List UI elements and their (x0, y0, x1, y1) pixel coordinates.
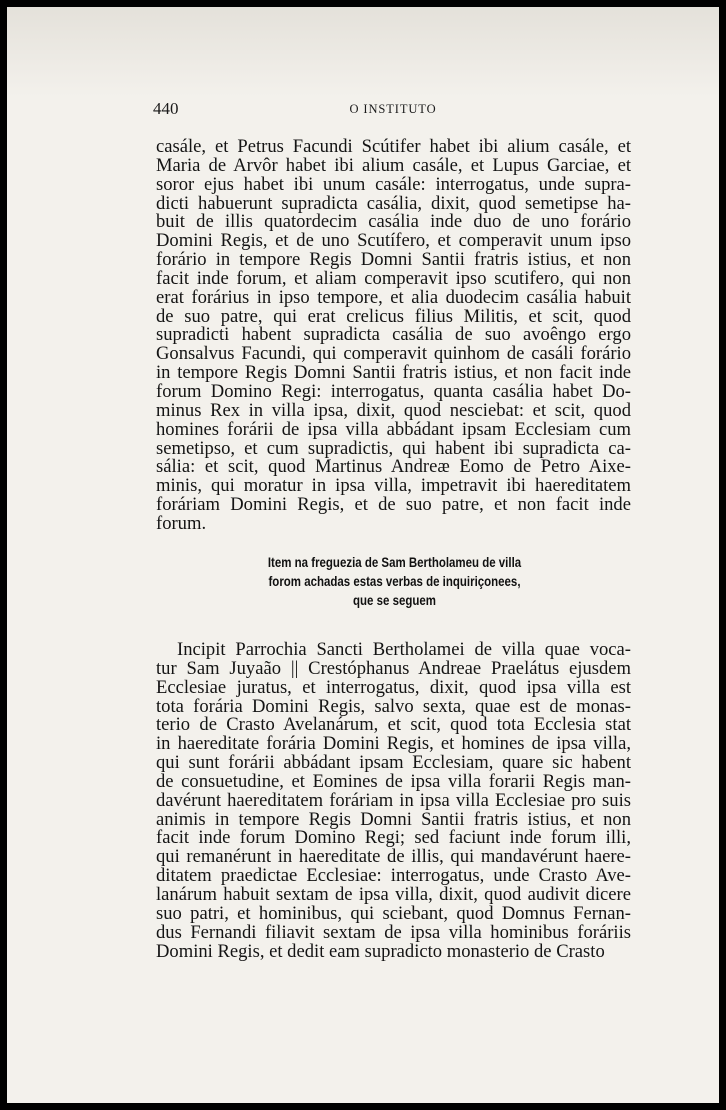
text-line: Domini Regis, et de uno Scutífero, et comperavit unum ipso (156, 230, 631, 252)
text-line: Ecclesiae juratus, et interrogatus, dixit, quod ipsa villa est (156, 676, 631, 698)
text-line: forum Domino Regi: interrogatus, quanta casália habet Do- (156, 380, 631, 402)
subheading-line: forom achadas estas verbas de inquiriçonees, (268, 573, 521, 589)
text-line: de consuetudine, et Eomines de ipsa villa forarii Regis man- (156, 770, 631, 792)
text-line: casále, et Petrus Facundi Scútifer habet ibi alium casále, et (156, 136, 631, 157)
text-line: de suo patre, qui erat crelicus filius Militis, et scit, quod (156, 305, 631, 327)
text-line: dicti habuerunt supradicta casália, dixit, quod semetipse ha- (156, 192, 631, 214)
scanned-page (7, 7, 719, 1103)
paragraph-2 (156, 641, 631, 961)
text-line: facit inde forum, et aliam comperavit ipso scutifero, qui non (156, 267, 631, 289)
text-line: semetipso, et cum supradictis, qui habent ibi supradicta ca- (156, 437, 631, 459)
text-line: qui sunt forárii abbádant ipsam Ecclesiam, quare sic habent (156, 752, 631, 774)
text-line: davérunt haereditatem foráriam in ipsa villa Ecclesiae pro suis (156, 789, 631, 811)
page-header (153, 99, 633, 121)
text-line: animis in tempore Regis Domni Santii fratris istius, et non (156, 808, 631, 830)
subheading-line: Item na freguezia de Sam Bertholameu de villa (267, 554, 522, 570)
text-line: buit de illis quatordecim casália inde duo de uno forário (156, 211, 631, 233)
paragraph-1 (156, 138, 631, 534)
text-line: tota forária Domini Regis, salvo sexta, quae est de monas- (156, 695, 631, 717)
text-line: Incipit Parrochia Sancti Bertholamei de villa quae voca- (177, 639, 631, 660)
text-line: soror ejus habet ibi unum casále: interrogatus, unde supra- (156, 173, 631, 195)
text-line: lanárum habuit sextam de ipsa villa, dixit, quod audivit dicere (156, 883, 631, 905)
text-line: Gonsalvus Facundi, qui comperavit quinhom de casáli forário (156, 343, 631, 365)
text-line: Domini Regis, et dedit eam supradicto monasterio de Crasto (156, 940, 605, 962)
text-line: qui remanérunt in haereditate de illis, qui mandavérunt haere- (156, 846, 631, 868)
text-line: dus Fernandi filiavit sextam de ipsa villa hominibus foráriis (156, 921, 631, 943)
text-line: Maria de Arvôr habet ibi alium casále, et Lupus Garciae, et (156, 154, 631, 176)
text-line: suo patri, et hominibus, qui sciebant, quod Domnus Fernan- (156, 902, 631, 924)
text-line: minis, qui moratur in ipsa villa, impetravit ibi haereditatem (156, 475, 631, 497)
text-line: forum. (156, 512, 207, 534)
text-line: terio de Crasto Avelanárum, et scit, quod tota Ecclesia stat (156, 714, 631, 736)
text-line: erat forárius in ipso tempore, et alia duodecim casália habuit (156, 286, 631, 308)
text-line: forário in tempore Regis Domni Santii fratris istius, et non (156, 249, 631, 271)
text-line: foráriam Domini Regis, et de suo patre, et non facit inde (156, 494, 631, 516)
text-line: in haereditate forária Domini Regis, et homines de ipsa villa, (156, 733, 631, 755)
running-head: O INSTITUTO (349, 102, 437, 116)
text-line: in tempore Regis Domni Santii fratris istius, et non facit inde (156, 362, 631, 384)
text-line: facit inde forum Domino Regi; sed faciunt inde forum illi, (156, 827, 631, 849)
text-line: tur Sam Juyaão || Crestóphanus Andreae Praelátus ejusdem (156, 657, 631, 679)
subheading-line: que se seguem (353, 592, 436, 608)
text-line: homines forárii de ipsa villa abbádant ipsam Ecclesiam cum (156, 418, 631, 440)
text-line: ditatem praedictae Ecclesiae: interrogatus, unde Crasto Ave- (156, 865, 631, 887)
section-subheading (200, 553, 590, 610)
text-line: sália: et scit, quod Martinus Andreæ Eomo de Petro Aixe- (156, 456, 631, 478)
page-number: 440 (153, 99, 179, 118)
text-line: supradicti habent supradicta casália de suo avoêngo ergo (156, 324, 631, 346)
text-line: minus Rex in villa ipsa, dixit, quod nesciebat: et scit, quod (156, 399, 631, 421)
